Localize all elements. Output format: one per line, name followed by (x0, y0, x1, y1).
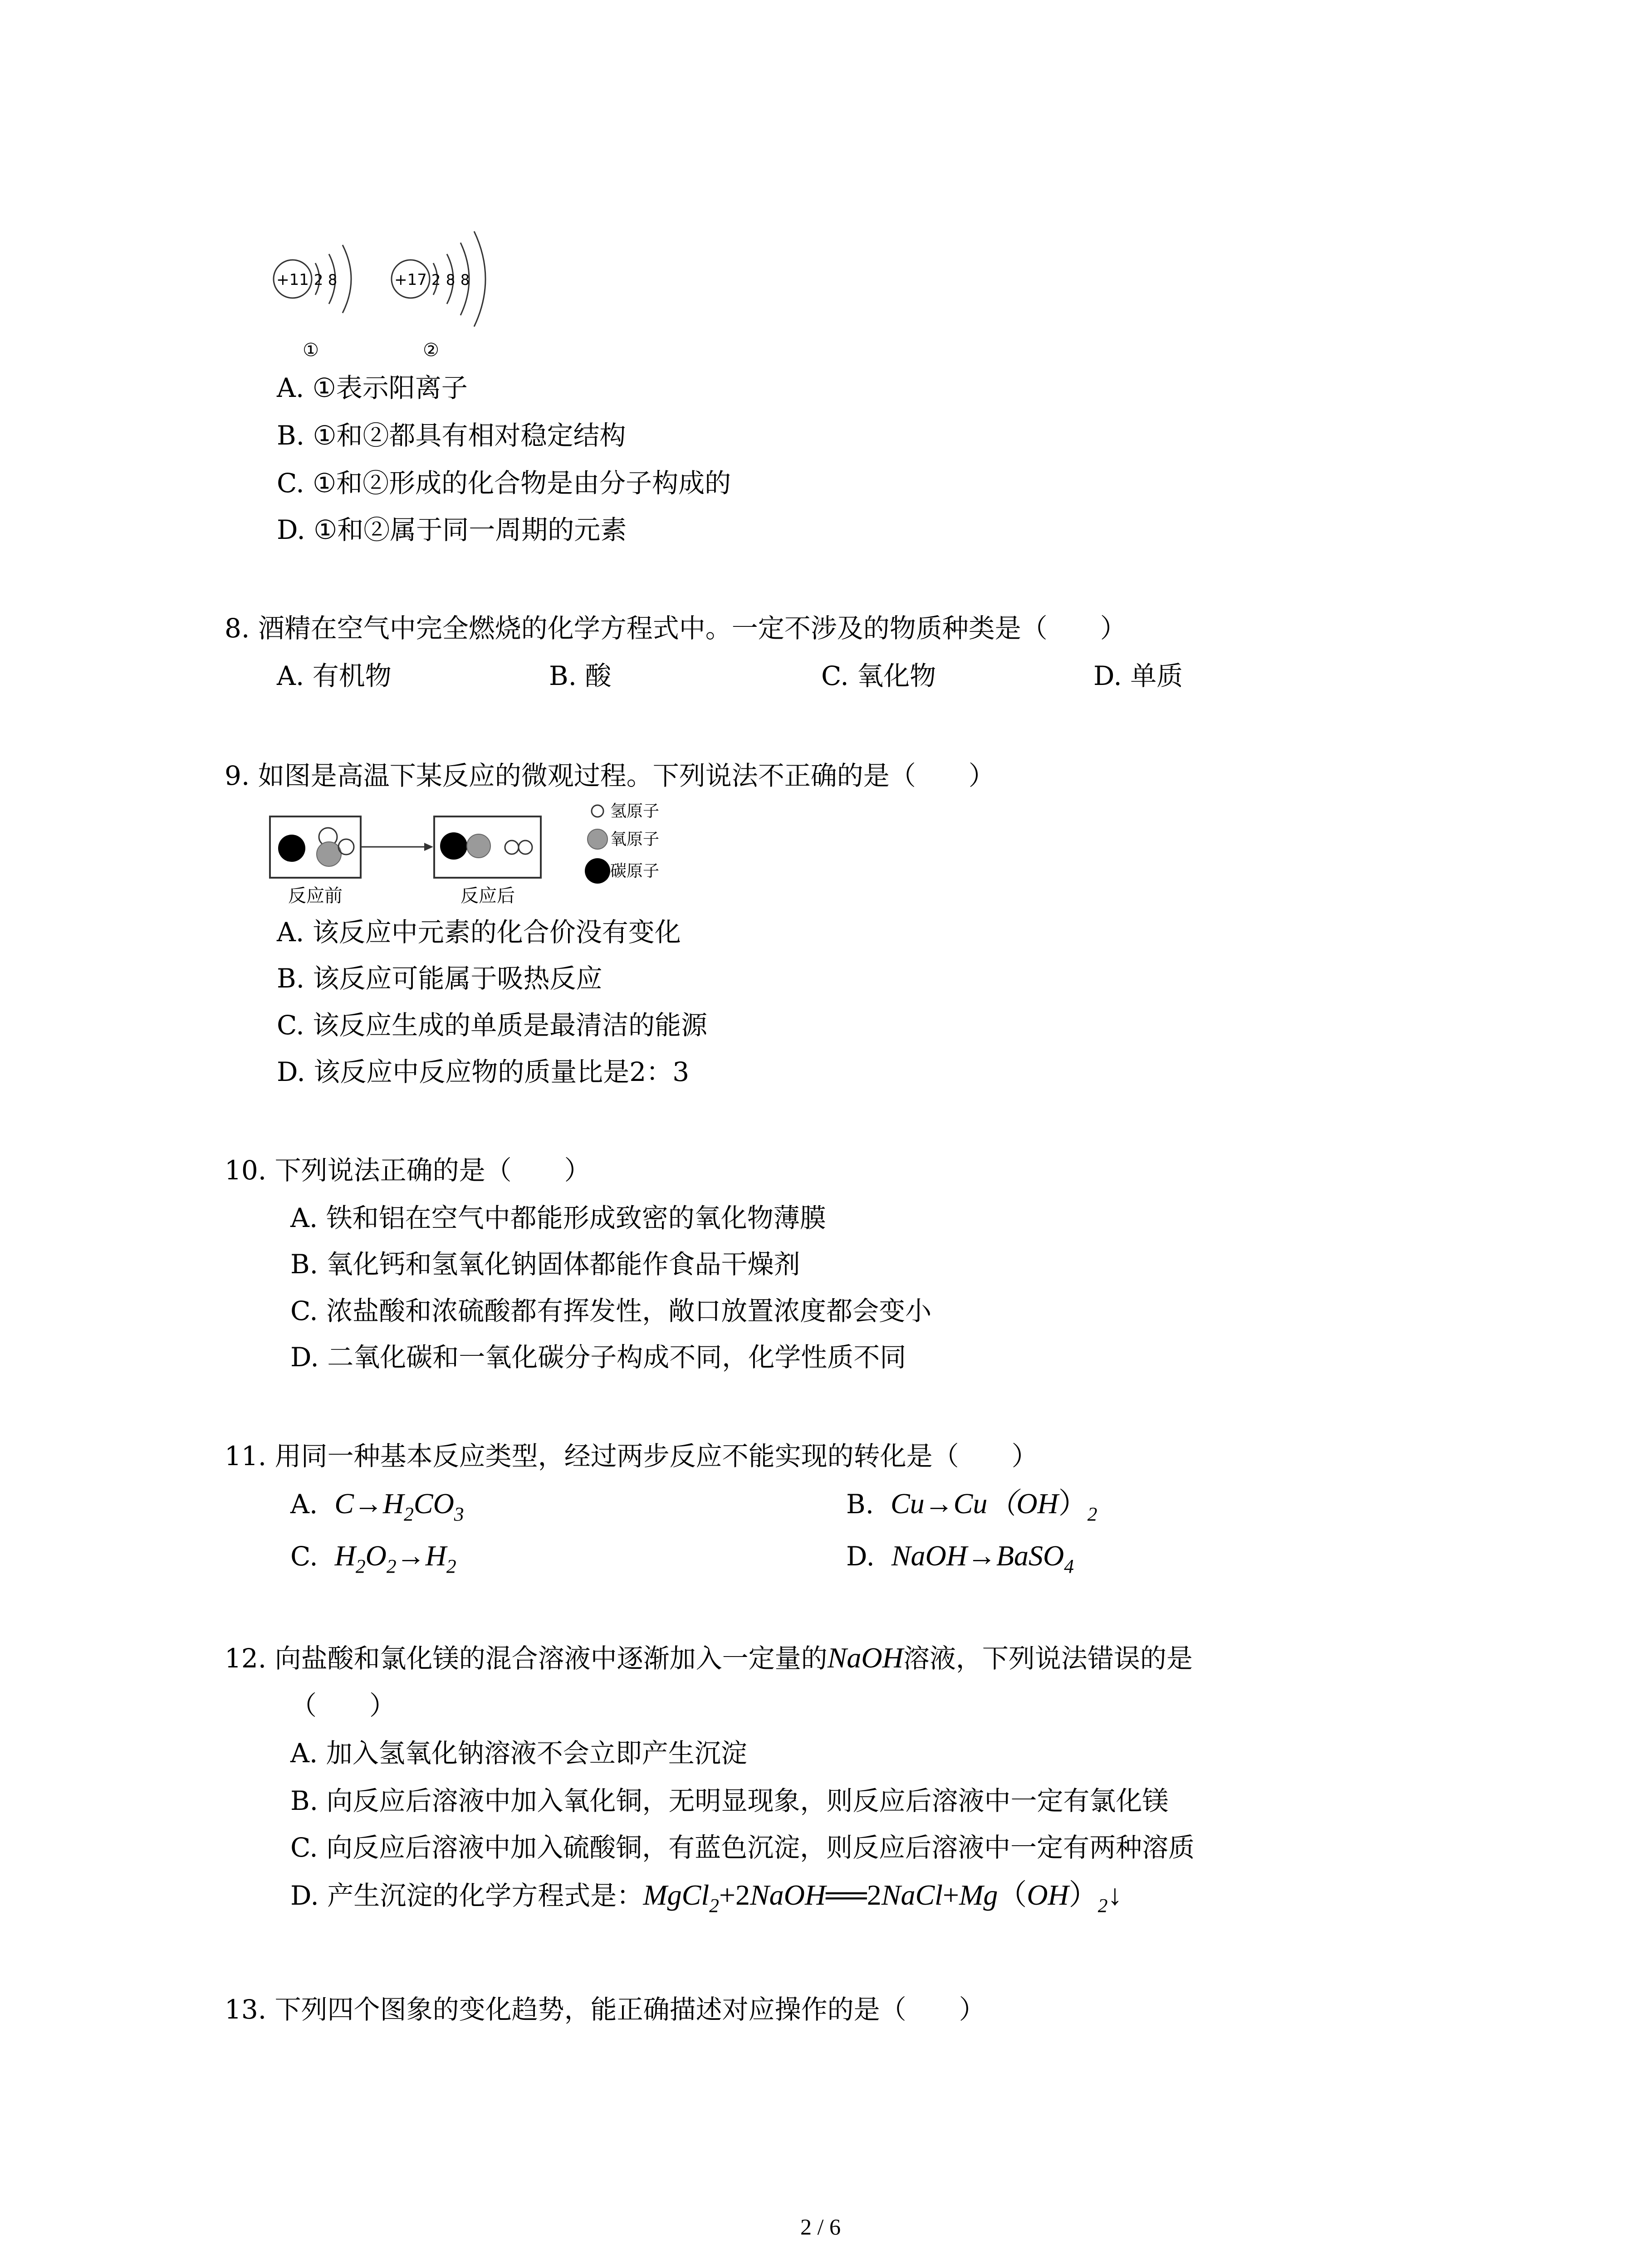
q12-stem-line2: （ ） (290, 1690, 396, 1721)
q11-c-l1: H (334, 1540, 356, 1572)
before-box (270, 816, 361, 906)
q10-stem: 10. 下列说法正确的是（ ） (225, 1155, 591, 1186)
eq-rparen: ） (1068, 1879, 1098, 1911)
q11-option-a (290, 1487, 464, 1525)
legend-oxygen: 氧原子 (610, 830, 660, 849)
q9-option-a: A. 该反应中元素的化合价没有变化 (277, 917, 681, 948)
q11-option-b-formula (890, 1487, 1097, 1525)
precipitate-arrow: ↓ (1107, 1879, 1122, 1911)
q11-d-right: BaSO (996, 1540, 1064, 1572)
after-label: 反应后 (460, 885, 515, 906)
q12-option-c: C. 向反应后溶液中加入硫酸铜，有蓝色沉淀，则反应后溶液中一定有两种溶质 (290, 1832, 1195, 1863)
page-number: 2 / 6 (800, 2214, 841, 2239)
q8-option-b: B. 酸 (549, 660, 612, 691)
atom2-nucleus: +17 (394, 271, 427, 289)
q11-a-r2: CO (413, 1487, 454, 1520)
q12-option-d-prefix: D. 产生沉淀的化学方程式是： (290, 1880, 643, 1911)
q11-option-c (290, 1540, 456, 1578)
legend (585, 802, 659, 884)
q9-option-b: B. 该反应可能属于吸热反应 (277, 963, 603, 994)
q11-d-left: NaOH (891, 1540, 967, 1572)
q11-option-d-formula (891, 1540, 1074, 1578)
q11-b-r3: ） (1058, 1487, 1087, 1520)
q12-stem-line1 (225, 1642, 1193, 1674)
q11-a-sub2: 3 (454, 1503, 464, 1525)
atom1-label: ① (303, 340, 319, 361)
eq-coef: 2 (867, 1879, 882, 1911)
legend-carbon: 碳原子 (610, 862, 660, 880)
q11-option-a-formula (334, 1487, 464, 1525)
atom2-shell-2: 8 (446, 271, 456, 288)
q11-c-sub2: 2 (386, 1555, 397, 1578)
q11-c-sub1: 2 (355, 1555, 366, 1578)
eq-lparen: （ (998, 1879, 1027, 1911)
atom-structure-figure (261, 218, 515, 372)
eq-plus: + (942, 1879, 960, 1911)
q9-option-d: D. 该反应中反应物的质量比是2：3 (277, 1056, 690, 1087)
q11-option-a-letter: A. (290, 1489, 318, 1520)
eq-nacl: NaCl (881, 1879, 943, 1911)
after-box (434, 816, 541, 906)
q9-stem: 9. 如图是高温下某反应的微观过程。下列说法不正确的是（ ） (225, 760, 995, 791)
eq-sign: ══ (826, 1879, 867, 1911)
q10-option-c: C. 浓盐酸和浓硫酸都有挥发性，敞口放置浓度都会变小 (290, 1295, 932, 1326)
q7-option-b: B. ①和②都具有相对稳定结构 (277, 420, 626, 451)
atom1-nucleus: +11 (276, 271, 309, 289)
q8-option-a: A. 有机物 (277, 660, 392, 691)
q10-option-a: A. 铁和铝在空气中都能形成致密的氧化物薄膜 (290, 1202, 826, 1233)
q12-option-d (290, 1879, 1122, 1917)
q8-option-d: D. 单质 (1093, 660, 1183, 691)
q11-b-left: Cu (890, 1487, 925, 1520)
q11-option-c-formula (334, 1540, 456, 1578)
eq-oh: OH (1027, 1879, 1069, 1911)
eq-mg: Mg (959, 1879, 998, 1911)
q8-option-c: C. 氧化物 (821, 660, 936, 691)
eq-sub1: 2 (709, 1895, 719, 1917)
q12-option-a: A. 加入氢氧化钠溶液不会立即产生沉淀 (290, 1738, 747, 1769)
q7-option-a: A. ①表示阳离子 (277, 372, 468, 403)
q11-option-c-letter: C. (290, 1541, 318, 1572)
q10-option-b: B. 氧化钙和氢氧化钠固体都能作食品干燥剂 (290, 1249, 800, 1280)
q11-c-right: H (425, 1540, 446, 1572)
q12-equation (643, 1879, 1122, 1917)
reaction-microscopic-figure (265, 798, 692, 916)
q7-option-c: C. ①和②形成的化合物是由分子构成的 (277, 468, 731, 499)
q11-stem: 11. 用同一种基本反应类型，经过两步反应不能实现的转化是（ ） (225, 1441, 1038, 1471)
q11-option-d (846, 1540, 1074, 1578)
q11-d-arrow: → (967, 1540, 996, 1572)
q13-stem: 13. 下列四个图象的变化趋势，能正确描述对应操作的是（ ） (225, 1994, 985, 2025)
atom2-shell-1: 2 (431, 271, 441, 288)
q8-stem: 8. 酒精在空气中完全燃烧的化学方程式中。一定不涉及的物质种类是（ ） (225, 613, 1127, 644)
q12-stem-part2: 溶液，下列说法错误的是 (903, 1643, 1193, 1674)
q12-option-b: B. 向反应后溶液中加入氧化铜，无明显现象，则反应后溶液中一定有氯化镁 (290, 1785, 1169, 1816)
q11-a-left: C (334, 1487, 354, 1520)
q11-c-sub3: 2 (446, 1555, 456, 1578)
eq-naoh: NaOH (749, 1879, 826, 1911)
q11-option-d-letter: D. (846, 1541, 875, 1572)
atom2-shell-3: 8 (460, 271, 470, 288)
before-label: 反应前 (288, 885, 343, 906)
q12-naoh: NaOH (827, 1642, 903, 1674)
q10-option-d: D. 二氧化碳和一氧化碳分子构成不同，化学性质不同 (290, 1342, 906, 1373)
q11-a-arrow: → (353, 1487, 383, 1520)
q9-option-c: C. 该反应生成的单质是最清洁的能源 (277, 1010, 708, 1041)
atom-diagram-1 (274, 245, 351, 361)
legend-hydrogen: 氢原子 (610, 802, 660, 821)
q11-c-arrow: → (396, 1540, 426, 1572)
q11-option-b (846, 1487, 1097, 1525)
q11-b-r1: Cu（ (953, 1487, 1017, 1520)
q11-a-r1: H (382, 1487, 404, 1520)
q11-b-r2: OH (1016, 1487, 1058, 1520)
atom-diagram-2 (392, 231, 485, 361)
eq-plus2: +2 (719, 1879, 750, 1911)
q11-b-arrow: → (924, 1487, 954, 1520)
q12-stem-part1: 12. 向盐酸和氯化镁的混合溶液中逐渐加入一定量的 (225, 1643, 828, 1674)
atom1-shell-1: 2 (314, 271, 323, 288)
q11-option-b-letter: B. (846, 1489, 874, 1520)
q7-option-d: D. ①和②属于同一周期的元素 (277, 514, 627, 545)
eq-mgcl: MgCl (643, 1879, 710, 1911)
q11-b-sub: 2 (1087, 1503, 1097, 1525)
q11-a-sub1: 2 (404, 1503, 414, 1525)
atom2-label: ② (423, 340, 439, 361)
eq-sub2: 2 (1097, 1895, 1108, 1917)
q11-d-sub: 4 (1064, 1555, 1074, 1578)
atom1-shell-2: 8 (328, 271, 338, 288)
q11-c-l2: O (365, 1540, 387, 1572)
